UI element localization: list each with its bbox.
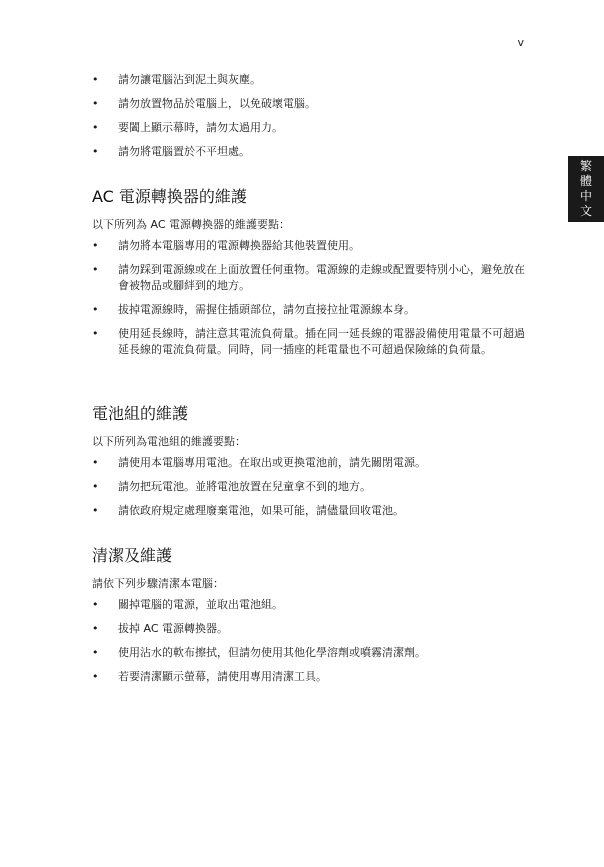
section-list — [92, 238, 532, 358]
section-title: AC 電源轉換器的維護 — [92, 187, 247, 206]
list-item: • 請勿把玩電池。並將電池放置在兒童拿不到的地方。 — [92, 479, 532, 495]
section-battery — [92, 401, 532, 527]
list-item: • 拔掉電源線時，需握住插頭部位，請勿直接拉扯電源線本身。 — [92, 302, 532, 318]
section-list — [92, 455, 532, 519]
section-list — [92, 597, 532, 685]
list-item: • 拔掉 AC 電源轉換器。 — [92, 621, 532, 637]
list-item: • 要闔上顯示幕時，請勿太過用力。 — [92, 120, 532, 136]
list-item: • 請勿放置物品於電腦上，以免破壞電腦。 — [92, 96, 532, 112]
list-item: • 請使用本電腦專用電池。在取出或更換電池前，請先關閉電源。 — [92, 455, 532, 471]
list-item: • 關掉電腦的電源，並取出電池組。 — [92, 597, 532, 613]
general-care-list — [92, 72, 532, 168]
language-tab — [568, 156, 604, 222]
page-number: v — [517, 36, 524, 49]
list-item: • 請勿讓電腦沾到泥土與灰塵。 — [92, 72, 532, 88]
section-intro: 以下所列為 AC 電源轉換器的維護要點： — [92, 218, 291, 231]
section-cleaning — [92, 543, 532, 693]
language-tab-char: 繁 — [579, 159, 592, 173]
language-tab-char: 體 — [579, 174, 592, 188]
list-item: • 請勿踩到電源線或在上面放置任何重物。電源線的走線或配置要特別小心，避免放在會被物品或腳絆到的地方。 — [92, 262, 532, 294]
section-intro: 請依下列步驟清潔本電腦： — [92, 577, 224, 590]
language-tab-char: 中 — [579, 189, 592, 203]
list-item: • 使用延長線時，請注意其電流負荷量。插在同一延長線的電器設備使用電量不可超過延長線的電流負荷量。同時，同一插座的耗電量也不可超過保險絲的負荷量。 — [92, 326, 532, 358]
list-item: • 請依政府規定處理廢棄電池，如果可能，請儘量回收電池。 — [92, 503, 532, 519]
language-tab-char: 文 — [579, 204, 592, 218]
list-item: • 若要清潔顯示螢幕，請使用專用清潔工具。 — [92, 669, 532, 685]
section-intro: 以下所列為電池組的維護要點： — [92, 435, 246, 448]
section-title: 電池組的維護 — [92, 404, 189, 423]
list-item: • 使用沾水的軟布擦拭，但請勿使用其他化學溶劑或噴霧清潔劑。 — [92, 645, 532, 661]
section-ac-adapter — [92, 184, 532, 366]
list-item: • 請勿將本電腦專用的電源轉換器給其他裝置使用。 — [92, 238, 532, 254]
list-item: • 請勿將電腦置於不平坦處。 — [92, 144, 532, 160]
section-title: 清潔及維護 — [92, 546, 173, 565]
